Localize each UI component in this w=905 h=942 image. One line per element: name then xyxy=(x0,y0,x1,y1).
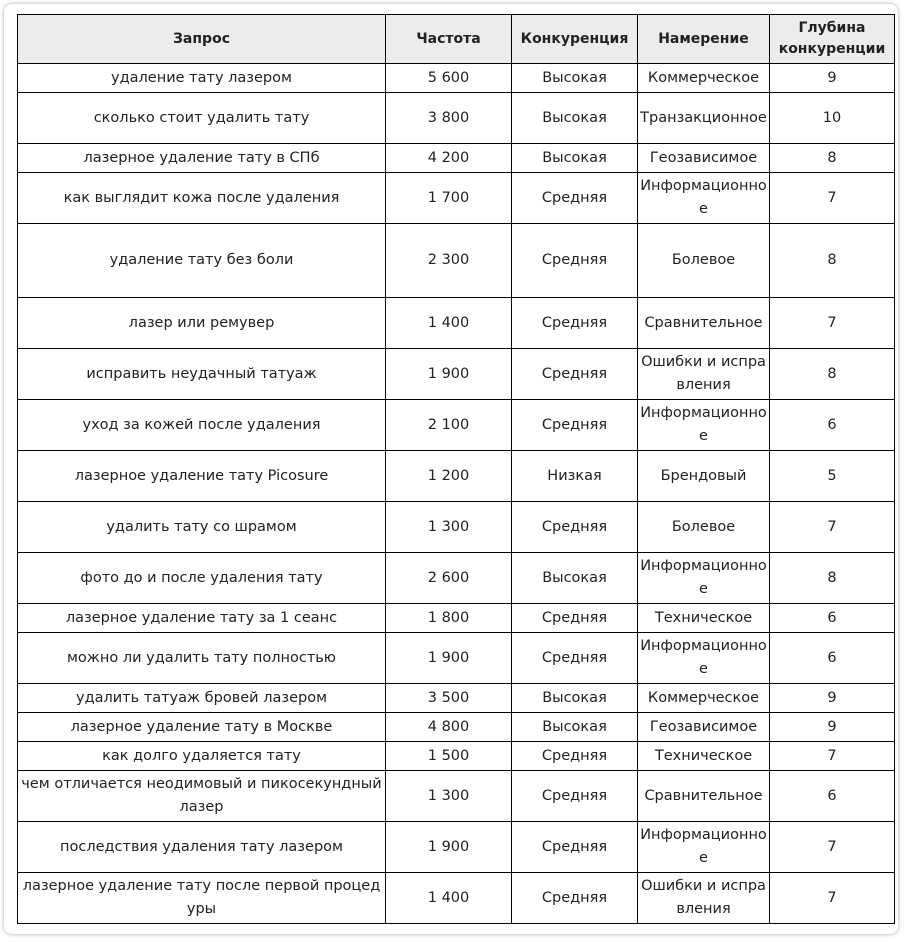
cell-intent: Коммерческое xyxy=(638,684,770,713)
table-row xyxy=(18,604,895,633)
cell-frequency: 3 800 xyxy=(386,93,512,144)
cell-query: удаление тату без боли xyxy=(18,224,386,298)
cell-competition: Средняя xyxy=(512,502,638,553)
cell-depth: 7 xyxy=(770,822,895,873)
table-header-row xyxy=(18,15,895,64)
table-row xyxy=(18,451,895,502)
cell-frequency: 1 500 xyxy=(386,742,512,771)
cell-query: фото до и после удаления тату xyxy=(18,553,386,604)
table-row xyxy=(18,400,895,451)
cell-intent: Техническое xyxy=(638,742,770,771)
cell-frequency: 3 500 xyxy=(386,684,512,713)
cell-depth: 6 xyxy=(770,633,895,684)
cell-competition: Средняя xyxy=(512,298,638,349)
cell-depth: 7 xyxy=(770,873,895,924)
cell-query: чем отличается неодимовый и пикосекундный лазер xyxy=(18,771,386,822)
cell-frequency: 1 300 xyxy=(386,502,512,553)
cell-intent: Сравнительное xyxy=(638,771,770,822)
table-row xyxy=(18,173,895,224)
table-row xyxy=(18,224,895,298)
cell-depth: 7 xyxy=(770,173,895,224)
cell-query: уход за кожей после удаления xyxy=(18,400,386,451)
cell-intent: Информационное xyxy=(638,173,770,224)
cell-competition: Средняя xyxy=(512,822,638,873)
cell-intent: Транзакционное xyxy=(638,93,770,144)
cell-depth: 5 xyxy=(770,451,895,502)
header-depth: Глубина конкуренции xyxy=(770,15,895,64)
header-intent: Намерение xyxy=(638,15,770,64)
cell-intent: Геозависимое xyxy=(638,713,770,742)
header-competition: Конкуренция xyxy=(512,15,638,64)
cell-depth: 9 xyxy=(770,64,895,93)
cell-intent: Информационное xyxy=(638,822,770,873)
cell-frequency: 1 900 xyxy=(386,633,512,684)
cell-competition: Высокая xyxy=(512,64,638,93)
cell-depth: 8 xyxy=(770,224,895,298)
cell-frequency: 1 200 xyxy=(386,451,512,502)
cell-competition: Средняя xyxy=(512,742,638,771)
cell-competition: Средняя xyxy=(512,604,638,633)
table-card xyxy=(4,4,898,934)
cell-intent: Брендовый xyxy=(638,451,770,502)
cell-frequency: 2 100 xyxy=(386,400,512,451)
cell-frequency: 1 400 xyxy=(386,873,512,924)
cell-frequency: 1 900 xyxy=(386,349,512,400)
cell-depth: 9 xyxy=(770,713,895,742)
cell-depth: 6 xyxy=(770,771,895,822)
cell-intent: Информационное xyxy=(638,553,770,604)
cell-competition: Средняя xyxy=(512,873,638,924)
cell-frequency: 1 400 xyxy=(386,298,512,349)
cell-query: удалить татуаж бровей лазером xyxy=(18,684,386,713)
cell-frequency: 1 300 xyxy=(386,771,512,822)
cell-competition: Средняя xyxy=(512,173,638,224)
cell-competition: Высокая xyxy=(512,93,638,144)
table-row xyxy=(18,93,895,144)
cell-query: как выглядит кожа после удаления xyxy=(18,173,386,224)
cell-query: лазер или ремувер xyxy=(18,298,386,349)
cell-competition: Высокая xyxy=(512,144,638,173)
cell-query: исправить неудачный татуаж xyxy=(18,349,386,400)
cell-competition: Средняя xyxy=(512,633,638,684)
table-row xyxy=(18,713,895,742)
keywords-table xyxy=(17,14,895,924)
cell-competition: Средняя xyxy=(512,400,638,451)
cell-depth: 8 xyxy=(770,349,895,400)
table-row xyxy=(18,144,895,173)
cell-competition: Высокая xyxy=(512,713,638,742)
table-row xyxy=(18,502,895,553)
cell-query: лазерное удаление тату в СПб xyxy=(18,144,386,173)
table-row xyxy=(18,64,895,93)
table-row xyxy=(18,822,895,873)
table-row xyxy=(18,771,895,822)
cell-frequency: 1 800 xyxy=(386,604,512,633)
cell-intent: Информационное xyxy=(638,633,770,684)
table-row xyxy=(18,873,895,924)
cell-intent: Ошибки и исправления xyxy=(638,873,770,924)
cell-frequency: 5 600 xyxy=(386,64,512,93)
cell-competition: Средняя xyxy=(512,224,638,298)
cell-depth: 8 xyxy=(770,144,895,173)
cell-query: удалить тату со шрамом xyxy=(18,502,386,553)
cell-intent: Болевое xyxy=(638,224,770,298)
cell-competition: Высокая xyxy=(512,684,638,713)
cell-intent: Болевое xyxy=(638,502,770,553)
cell-competition: Высокая xyxy=(512,553,638,604)
cell-frequency: 2 600 xyxy=(386,553,512,604)
cell-intent: Ошибки и исправления xyxy=(638,349,770,400)
cell-query: можно ли удалить тату полностью xyxy=(18,633,386,684)
cell-frequency: 1 700 xyxy=(386,173,512,224)
cell-frequency: 4 800 xyxy=(386,713,512,742)
table-row xyxy=(18,633,895,684)
cell-query: сколько стоит удалить тату xyxy=(18,93,386,144)
header-query: Запрос xyxy=(18,15,386,64)
cell-query: последствия удаления тату лазером xyxy=(18,822,386,873)
cell-intent: Техническое xyxy=(638,604,770,633)
cell-competition: Средняя xyxy=(512,349,638,400)
cell-query: лазерное удаление тату Picosure xyxy=(18,451,386,502)
cell-depth: 6 xyxy=(770,400,895,451)
cell-query: удаление тату лазером xyxy=(18,64,386,93)
table-row xyxy=(18,553,895,604)
cell-intent: Геозависимое xyxy=(638,144,770,173)
cell-query: лазерное удаление тату за 1 сеанс xyxy=(18,604,386,633)
cell-query: как долго удаляется тату xyxy=(18,742,386,771)
cell-depth: 6 xyxy=(770,604,895,633)
cell-query: лазерное удаление тату в Москве xyxy=(18,713,386,742)
cell-intent: Коммерческое xyxy=(638,64,770,93)
cell-depth: 7 xyxy=(770,742,895,771)
header-frequency: Частота xyxy=(386,15,512,64)
cell-frequency: 2 300 xyxy=(386,224,512,298)
table-row xyxy=(18,742,895,771)
cell-intent: Сравнительное xyxy=(638,298,770,349)
cell-frequency: 4 200 xyxy=(386,144,512,173)
cell-competition: Средняя xyxy=(512,771,638,822)
cell-frequency: 1 900 xyxy=(386,822,512,873)
cell-intent: Информационное xyxy=(638,400,770,451)
table-row xyxy=(18,349,895,400)
cell-depth: 8 xyxy=(770,553,895,604)
cell-competition: Низкая xyxy=(512,451,638,502)
table-row xyxy=(18,684,895,713)
cell-depth: 7 xyxy=(770,298,895,349)
table-row xyxy=(18,298,895,349)
cell-depth: 10 xyxy=(770,93,895,144)
cell-query: лазерное удаление тату после первой процедуры xyxy=(18,873,386,924)
cell-depth: 7 xyxy=(770,502,895,553)
cell-depth: 9 xyxy=(770,684,895,713)
